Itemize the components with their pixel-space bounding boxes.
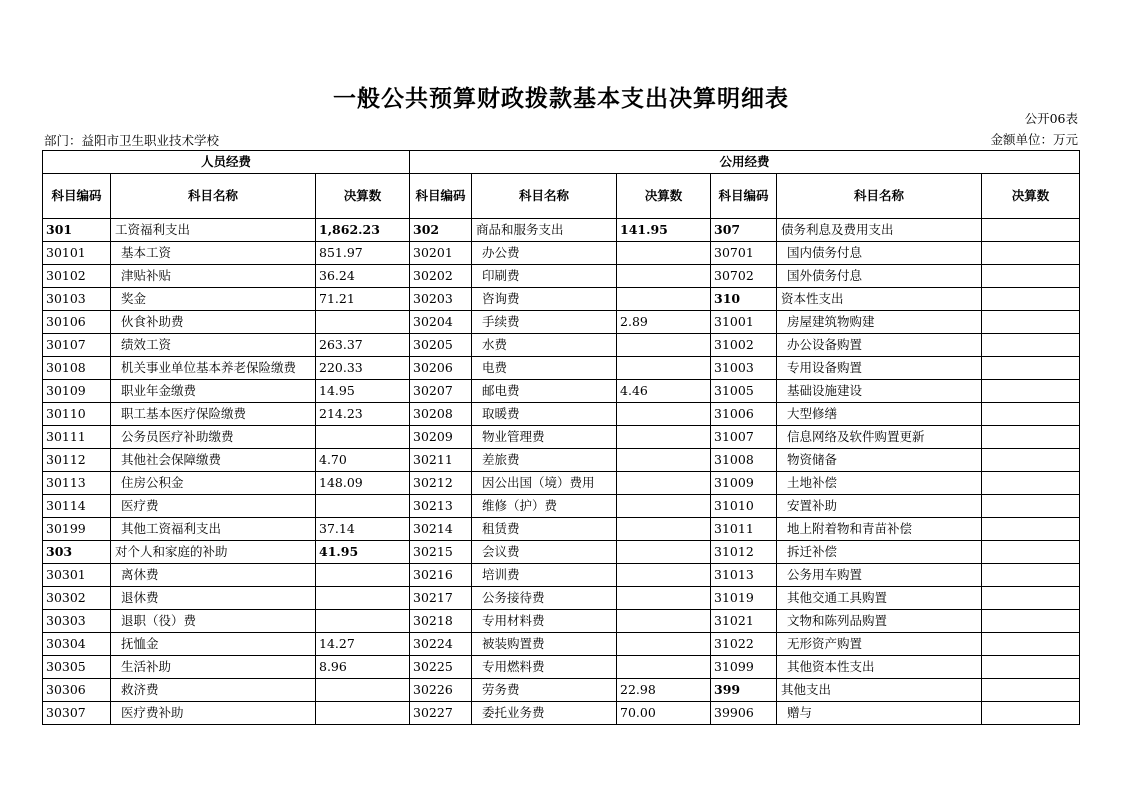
cell-code: 30701: [711, 242, 777, 265]
cell-name: 物业管理费: [472, 426, 617, 449]
cell-amount: [982, 242, 1080, 265]
cell-amount: [982, 656, 1080, 679]
cell-amount: 141.95: [617, 219, 711, 242]
cell-code: 30102: [43, 265, 111, 288]
cell-name: 培训费: [472, 564, 617, 587]
cell-code: 30101: [43, 242, 111, 265]
cell-code: 30213: [410, 495, 472, 518]
cell-amount: 14.95: [316, 380, 410, 403]
cell-amount: [982, 380, 1080, 403]
cell-name: 劳务费: [472, 679, 617, 702]
cell-name: 印刷费: [472, 265, 617, 288]
cell-code: 31006: [711, 403, 777, 426]
cell-amount: [316, 610, 410, 633]
cell-name: 抚恤金: [111, 633, 316, 656]
cell-code: 31012: [711, 541, 777, 564]
cell-code: 30107: [43, 334, 111, 357]
cell-amount: 71.21: [316, 288, 410, 311]
cell-amount: [982, 449, 1080, 472]
cell-name: 商品和服务支出: [472, 219, 617, 242]
cell-name: 国内债务付息: [777, 242, 982, 265]
expenditure-table: [42, 150, 1080, 725]
cell-amount: [982, 587, 1080, 610]
cell-name: 公务用车购置: [777, 564, 982, 587]
cell-code: 30103: [43, 288, 111, 311]
cell-code: 30111: [43, 426, 111, 449]
cell-amount: [617, 449, 711, 472]
table-row: [43, 265, 1080, 288]
cell-name: 生活补助: [111, 656, 316, 679]
cell-name: 租赁费: [472, 518, 617, 541]
cell-name: 专用燃料费: [472, 656, 617, 679]
cell-name: 信息网络及软件购置更新: [777, 426, 982, 449]
cell-code: 30702: [711, 265, 777, 288]
cell-name: 公务员医疗补助缴费: [111, 426, 316, 449]
cell-code: 30304: [43, 633, 111, 656]
cell-amount: [617, 518, 711, 541]
table-row: [43, 472, 1080, 495]
cell-name: 津贴补贴: [111, 265, 316, 288]
cell-code: 30224: [410, 633, 472, 656]
cell-name: 基础设施建设: [777, 380, 982, 403]
cell-name: 资本性支出: [777, 288, 982, 311]
cell-name: 退休费: [111, 587, 316, 610]
cell-amount: [982, 311, 1080, 334]
cell-name: 取暖费: [472, 403, 617, 426]
cell-name: 工资福利支出: [111, 219, 316, 242]
group-header-public: 公用经费: [410, 151, 1080, 174]
cell-code: 310: [711, 288, 777, 311]
table-row: [43, 357, 1080, 380]
cell-amount: [982, 403, 1080, 426]
cell-amount: [617, 495, 711, 518]
cell-code: 30206: [410, 357, 472, 380]
col-header-name: 科目名称: [777, 174, 982, 219]
form-number: 公开06表: [1024, 111, 1078, 126]
cell-amount: [982, 426, 1080, 449]
cell-name: 咨询费: [472, 288, 617, 311]
cell-name: 对个人和家庭的补助: [111, 541, 316, 564]
cell-code: 307: [711, 219, 777, 242]
cell-name: 办公设备购置: [777, 334, 982, 357]
cell-amount: 36.24: [316, 265, 410, 288]
cell-amount: [982, 472, 1080, 495]
table-row: [43, 288, 1080, 311]
cell-name: 办公费: [472, 242, 617, 265]
table-row: [43, 311, 1080, 334]
cell-code: 302: [410, 219, 472, 242]
cell-amount: [316, 679, 410, 702]
col-header-code: 科目编码: [711, 174, 777, 219]
cell-amount: 148.09: [316, 472, 410, 495]
cell-amount: [982, 265, 1080, 288]
cell-code: 30214: [410, 518, 472, 541]
cell-code: 30306: [43, 679, 111, 702]
cell-name: 伙食补助费: [111, 311, 316, 334]
table-row: [43, 564, 1080, 587]
cell-amount: 220.33: [316, 357, 410, 380]
cell-code: 31010: [711, 495, 777, 518]
cell-code: 30216: [410, 564, 472, 587]
cell-code: 399: [711, 679, 777, 702]
table-row: [43, 702, 1080, 725]
table-row: [43, 334, 1080, 357]
cell-name: 土地补偿: [777, 472, 982, 495]
cell-amount: [982, 679, 1080, 702]
cell-name: 其他工资福利支出: [111, 518, 316, 541]
cell-code: 30209: [410, 426, 472, 449]
cell-name: 文物和陈列品购置: [777, 610, 982, 633]
cell-name: 其他资本性支出: [777, 656, 982, 679]
cell-amount: [316, 702, 410, 725]
cell-code: 39906: [711, 702, 777, 725]
cell-amount: 41.95: [316, 541, 410, 564]
cell-code: 30301: [43, 564, 111, 587]
cell-amount: [617, 265, 711, 288]
cell-name: 水费: [472, 334, 617, 357]
cell-amount: [617, 357, 711, 380]
cell-code: 30302: [43, 587, 111, 610]
cell-code: 31021: [711, 610, 777, 633]
cell-name: 基本工资: [111, 242, 316, 265]
cell-amount: 14.27: [316, 633, 410, 656]
cell-amount: [617, 403, 711, 426]
cell-amount: [617, 472, 711, 495]
cell-amount: [617, 541, 711, 564]
cell-name: 手续费: [472, 311, 617, 334]
cell-name: 医疗费: [111, 495, 316, 518]
cell-name: 救济费: [111, 679, 316, 702]
cell-code: 30201: [410, 242, 472, 265]
cell-name: 地上附着物和青苗补偿: [777, 518, 982, 541]
cell-amount: [982, 334, 1080, 357]
table-row: [43, 679, 1080, 702]
cell-code: 30203: [410, 288, 472, 311]
cell-code: 31099: [711, 656, 777, 679]
cell-amount: [617, 587, 711, 610]
cell-name: 无形资产购置: [777, 633, 982, 656]
cell-code: 30114: [43, 495, 111, 518]
cell-amount: 8.96: [316, 656, 410, 679]
cell-code: 30215: [410, 541, 472, 564]
table-row: [43, 403, 1080, 426]
cell-name: 公务接待费: [472, 587, 617, 610]
cell-name: 住房公积金: [111, 472, 316, 495]
cell-code: 30217: [410, 587, 472, 610]
col-header-code: 科目编码: [43, 174, 111, 219]
cell-amount: [982, 288, 1080, 311]
cell-amount: 4.46: [617, 380, 711, 403]
cell-code: 30202: [410, 265, 472, 288]
table-row: [43, 449, 1080, 472]
cell-amount: [617, 656, 711, 679]
amount-unit: 金额单位：万元: [990, 132, 1078, 147]
cell-name: 其他社会保障缴费: [111, 449, 316, 472]
col-header-amount: 决算数: [316, 174, 410, 219]
table-row: [43, 587, 1080, 610]
cell-name: 职工基本医疗保险缴费: [111, 403, 316, 426]
cell-amount: 214.23: [316, 403, 410, 426]
cell-name: 其他支出: [777, 679, 982, 702]
cell-code: 30212: [410, 472, 472, 495]
cell-code: 31013: [711, 564, 777, 587]
table-row: [43, 380, 1080, 403]
cell-code: 30207: [410, 380, 472, 403]
cell-amount: [316, 564, 410, 587]
cell-code: 30108: [43, 357, 111, 380]
cell-code: 30227: [410, 702, 472, 725]
cell-name: 国外债务付息: [777, 265, 982, 288]
table-row: [43, 610, 1080, 633]
cell-name: 医疗费补助: [111, 702, 316, 725]
cell-amount: [982, 518, 1080, 541]
cell-amount: 4.70: [316, 449, 410, 472]
cell-name: 物资储备: [777, 449, 982, 472]
cell-code: 31003: [711, 357, 777, 380]
cell-amount: [982, 357, 1080, 380]
cell-name: 维修（护）费: [472, 495, 617, 518]
cell-code: 31005: [711, 380, 777, 403]
cell-code: 301: [43, 219, 111, 242]
cell-amount: 22.98: [617, 679, 711, 702]
cell-code: 30112: [43, 449, 111, 472]
cell-code: 30307: [43, 702, 111, 725]
cell-code: 31001: [711, 311, 777, 334]
cell-code: 31019: [711, 587, 777, 610]
cell-name: 因公出国（境）费用: [472, 472, 617, 495]
cell-code: 31022: [711, 633, 777, 656]
cell-code: 30303: [43, 610, 111, 633]
cell-name: 大型修缮: [777, 403, 982, 426]
table-row: [43, 242, 1080, 265]
cell-code: 303: [43, 541, 111, 564]
cell-code: 30208: [410, 403, 472, 426]
cell-amount: [617, 564, 711, 587]
cell-amount: [982, 541, 1080, 564]
col-header-name: 科目名称: [472, 174, 617, 219]
table-row: [43, 426, 1080, 449]
cell-name: 职业年金缴费: [111, 380, 316, 403]
cell-amount: [982, 702, 1080, 725]
cell-code: 30113: [43, 472, 111, 495]
cell-amount: [316, 311, 410, 334]
table-row: [43, 219, 1080, 242]
cell-code: 30205: [410, 334, 472, 357]
cell-amount: 851.97: [316, 242, 410, 265]
cell-name: 其他交通工具购置: [777, 587, 982, 610]
cell-name: 电费: [472, 357, 617, 380]
cell-name: 差旅费: [472, 449, 617, 472]
cell-code: 30211: [410, 449, 472, 472]
cell-code: 30106: [43, 311, 111, 334]
department-label: 部门：益阳市卫生职业技术学校: [44, 133, 220, 148]
cell-amount: [982, 219, 1080, 242]
cell-amount: 70.00: [617, 702, 711, 725]
cell-name: 安置补助: [777, 495, 982, 518]
cell-amount: [617, 610, 711, 633]
cell-code: 31002: [711, 334, 777, 357]
cell-amount: [982, 633, 1080, 656]
cell-name: 专用材料费: [472, 610, 617, 633]
cell-name: 债务利息及费用支出: [777, 219, 982, 242]
table-row: [43, 518, 1080, 541]
cell-name: 委托业务费: [472, 702, 617, 725]
cell-name: 专用设备购置: [777, 357, 982, 380]
page-title: 一般公共预算财政拨款基本支出决算明细表: [333, 85, 789, 112]
cell-name: 拆迁补偿: [777, 541, 982, 564]
cell-amount: [617, 633, 711, 656]
cell-name: 绩效工资: [111, 334, 316, 357]
cell-name: 奖金: [111, 288, 316, 311]
cell-code: 31008: [711, 449, 777, 472]
table-row: [43, 495, 1080, 518]
cell-amount: [982, 610, 1080, 633]
table-row: [43, 633, 1080, 656]
cell-amount: [982, 495, 1080, 518]
table-body: [43, 219, 1080, 725]
cell-code: 30109: [43, 380, 111, 403]
cell-amount: [316, 426, 410, 449]
cell-amount: [617, 242, 711, 265]
cell-name: 被装购置费: [472, 633, 617, 656]
col-header-amount: 决算数: [982, 174, 1080, 219]
cell-name: 会议费: [472, 541, 617, 564]
cell-name: 机关事业单位基本养老保险缴费: [111, 357, 316, 380]
cell-amount: [316, 587, 410, 610]
cell-amount: 1,862.23: [316, 219, 410, 242]
cell-code: 31011: [711, 518, 777, 541]
cell-name: 邮电费: [472, 380, 617, 403]
cell-code: 31007: [711, 426, 777, 449]
cell-code: 30226: [410, 679, 472, 702]
col-header-amount: 决算数: [617, 174, 711, 219]
cell-code: 30110: [43, 403, 111, 426]
cell-code: 30225: [410, 656, 472, 679]
cell-code: 30204: [410, 311, 472, 334]
cell-name: 退职（役）费: [111, 610, 316, 633]
cell-amount: [617, 334, 711, 357]
col-header-code: 科目编码: [410, 174, 472, 219]
cell-amount: 37.14: [316, 518, 410, 541]
cell-code: 30305: [43, 656, 111, 679]
cell-amount: [617, 426, 711, 449]
cell-amount: [982, 564, 1080, 587]
table-row: [43, 541, 1080, 564]
table-row: [43, 656, 1080, 679]
group-header-personnel: 人员经费: [43, 151, 410, 174]
cell-name: 房屋建筑物购建: [777, 311, 982, 334]
cell-code: 31009: [711, 472, 777, 495]
cell-amount: 2.89: [617, 311, 711, 334]
cell-amount: [617, 288, 711, 311]
cell-code: 30218: [410, 610, 472, 633]
cell-code: 30199: [43, 518, 111, 541]
col-header-name: 科目名称: [111, 174, 316, 219]
cell-amount: [316, 495, 410, 518]
cell-name: 离休费: [111, 564, 316, 587]
cell-amount: 263.37: [316, 334, 410, 357]
cell-name: 赠与: [777, 702, 982, 725]
